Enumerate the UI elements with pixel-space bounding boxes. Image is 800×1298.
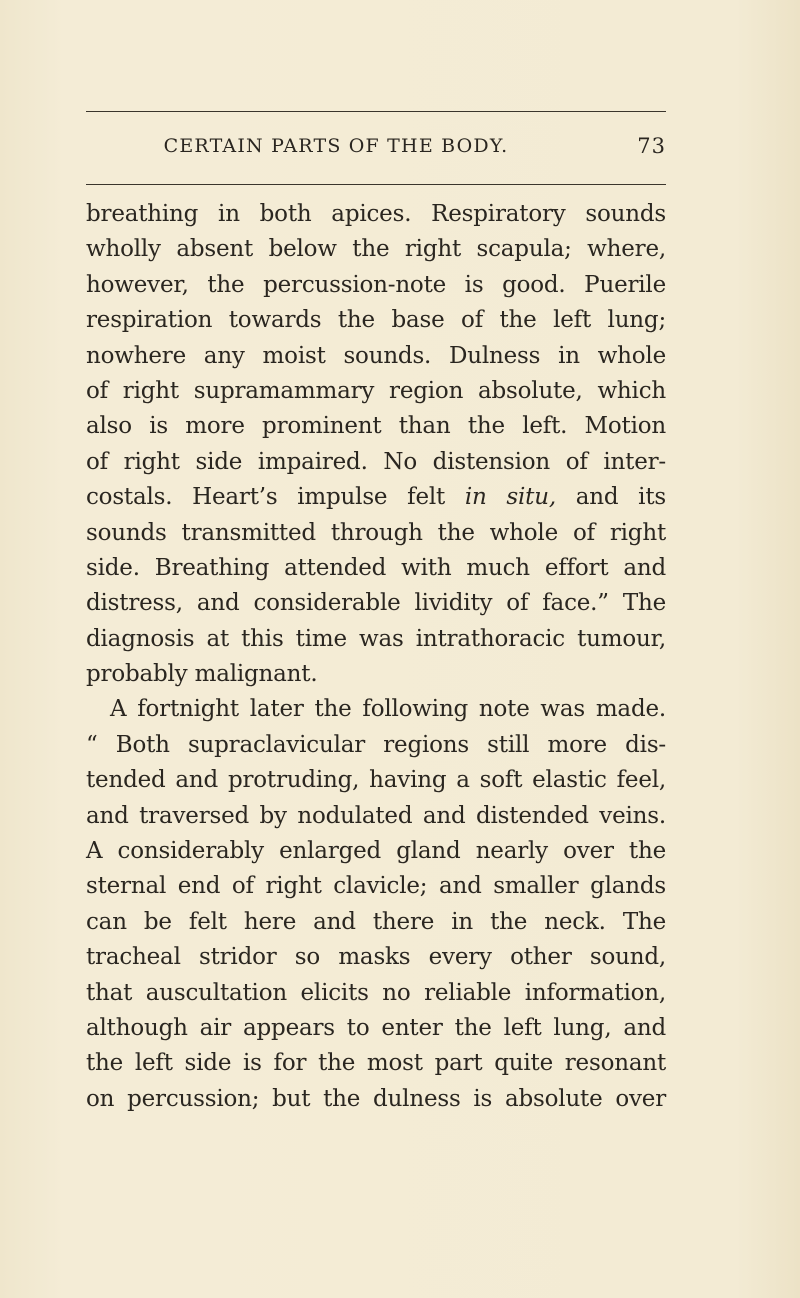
- text-line: that auscultation elicits no reliable information,: [86, 979, 666, 1006]
- text-line: although air appears to enter the left lung, and: [86, 1014, 666, 1041]
- text-line: on percussion; but the dulness is absolute over: [86, 1085, 666, 1112]
- text-line: diagnosis at this time was intrathoracic tumour,: [86, 625, 666, 652]
- text-line: probably malignant.: [86, 661, 318, 688]
- text-line: tracheal stridor so masks every other sound,: [86, 944, 666, 971]
- text-segment: costals. Heart’s impulse felt: [86, 484, 465, 511]
- text-line: respiration towards the base of the left lung;: [86, 307, 666, 334]
- header-bottom-rule: [86, 184, 666, 185]
- text-line: breathing in both apices. Respiratory sounds: [86, 201, 666, 227]
- text-line: A considerably enlarged gland nearly over the: [86, 838, 666, 865]
- running-title: CERTAIN PARTS OF THE BODY.: [163, 135, 509, 157]
- text-line: sounds transmitted through the whole of right: [86, 519, 666, 546]
- text-line: sternal end of right clavicle; and smaller glands: [86, 873, 666, 900]
- text-line: tended and protruding, having a soft elastic feel,: [86, 767, 666, 794]
- text-line: of right side impaired. No distension of inter-: [86, 448, 666, 475]
- text-line: distress, and considerable lividity of face.” The: [86, 590, 666, 617]
- text-line: however, the percussion-note is good. Puerile: [86, 271, 666, 298]
- paragraph-start-line: A fortnight later the following note was made.: [110, 696, 666, 723]
- running-head: [86, 132, 666, 160]
- italic-phrase: in situ,: [464, 484, 556, 511]
- text-line: can be felt here and there in the neck. The: [86, 908, 666, 935]
- text-segment: and its: [555, 484, 666, 511]
- text-line: “ Both supraclavicular regions still more dis-: [86, 731, 666, 758]
- text-line: side. Breathing attended with much effort and: [86, 554, 666, 581]
- text-line: the left side is for the most part quite resonant: [86, 1050, 666, 1077]
- text-line: and traversed by nodulated and distended veins.: [86, 802, 666, 829]
- text-line: also is more prominent than the left. Motion: [86, 413, 666, 440]
- text-line: nowhere any moist sounds. Dulness in whole: [86, 342, 666, 369]
- body-text: [86, 197, 666, 1117]
- text-line: wholly absent below the right scapula; where,: [86, 236, 666, 263]
- page-number: 73: [637, 134, 666, 158]
- header-top-rule: [86, 111, 666, 112]
- text-line: of right supramammary region absolute, which: [86, 377, 666, 404]
- text-line-with-italic: [86, 480, 666, 515]
